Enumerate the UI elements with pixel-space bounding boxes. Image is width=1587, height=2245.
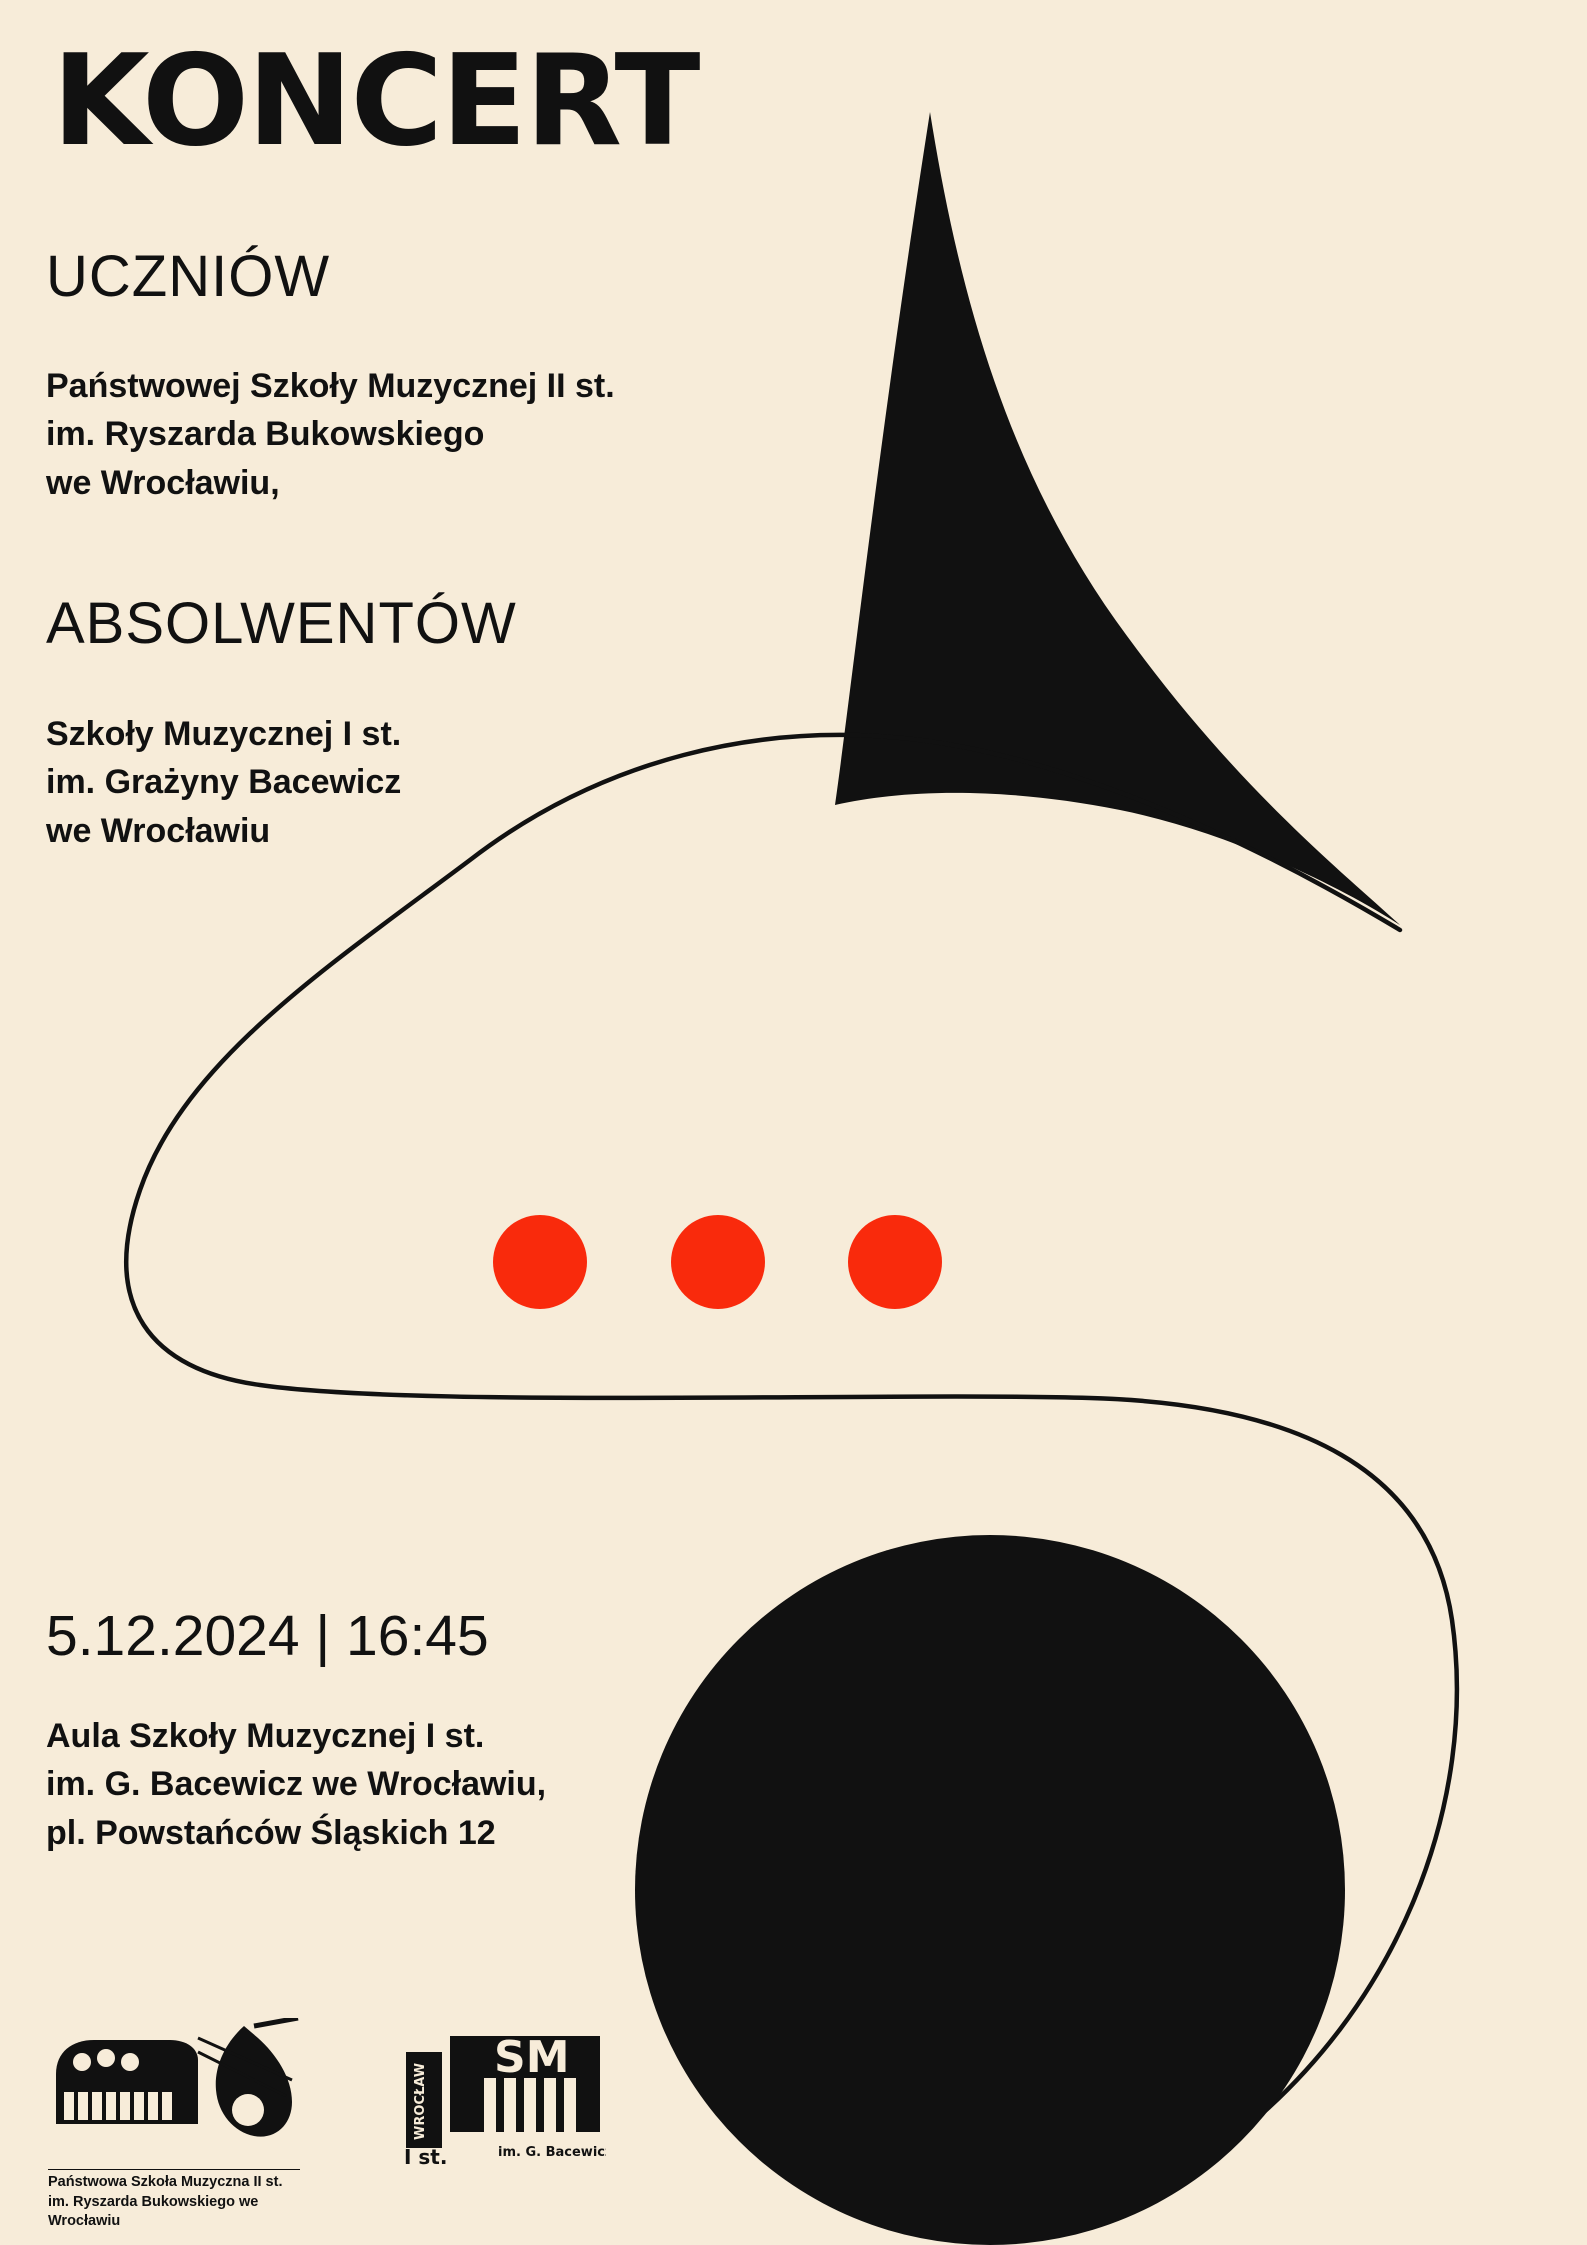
psm-caption-line-2: im. Ryszarda Bukowskiego we Wrocławiu — [48, 2193, 259, 2230]
psm-logo-block — [48, 2018, 300, 2232]
psm-logo-icon — [48, 2018, 300, 2158]
valve-dot-3 — [848, 1215, 942, 1309]
sm-logo-side-text: WROCŁAW — [413, 2062, 428, 2140]
section-one-body — [46, 362, 615, 507]
sm-bacewicz-logo-icon — [388, 2018, 606, 2168]
logo-row — [48, 2018, 606, 2232]
psm-logo-caption — [48, 2169, 300, 2232]
horn-tube-line — [126, 735, 1457, 2220]
svg-text:SM: SM — [494, 2032, 570, 2083]
venue-line-3: pl. Powstańców Śląskich 12 — [46, 1813, 496, 1852]
section-two-body — [46, 710, 401, 855]
sm-logo-lower-right: im. G. Bacewicz — [498, 2145, 606, 2160]
poster-title: KONCERT — [52, 27, 699, 174]
valve-dot-1 — [493, 1215, 587, 1309]
venue-line-2: im. G. Bacewicz we Wrocławiu, — [46, 1765, 547, 1804]
horn-mouth-circle — [635, 1535, 1345, 2245]
section-one-line-2: im. Ryszarda Bukowskiego — [46, 415, 485, 454]
valve-dot-2 — [671, 1215, 765, 1309]
section-two-line-3: we Wrocławiu — [46, 811, 271, 850]
section-two-line-1: Szkoły Muzycznej I st. — [46, 715, 402, 753]
section-one-heading: UCZNIÓW — [46, 244, 331, 309]
section-one-line-1: Państwowej Szkoły Muzycznej II st. — [46, 367, 615, 405]
event-datetime: 5.12.2024 | 16:45 — [46, 1604, 489, 1668]
section-two-heading: ABSOLWENTÓW — [46, 591, 517, 656]
sm-logo-lower-left: I st. — [404, 2145, 448, 2168]
section-one-line-3: we Wrocławiu, — [46, 463, 280, 502]
sm-bacewicz-logo-block — [388, 2018, 606, 2173]
horn-bell-shape — [835, 112, 1400, 925]
event-venue — [46, 1712, 546, 1857]
section-two-line-2: im. Grażyny Bacewicz — [46, 763, 402, 802]
psm-caption-line-1: Państwowa Szkoła Muzyczna II st. — [48, 2174, 283, 2190]
venue-line-1: Aula Szkoły Muzycznej I st. — [46, 1717, 485, 1755]
